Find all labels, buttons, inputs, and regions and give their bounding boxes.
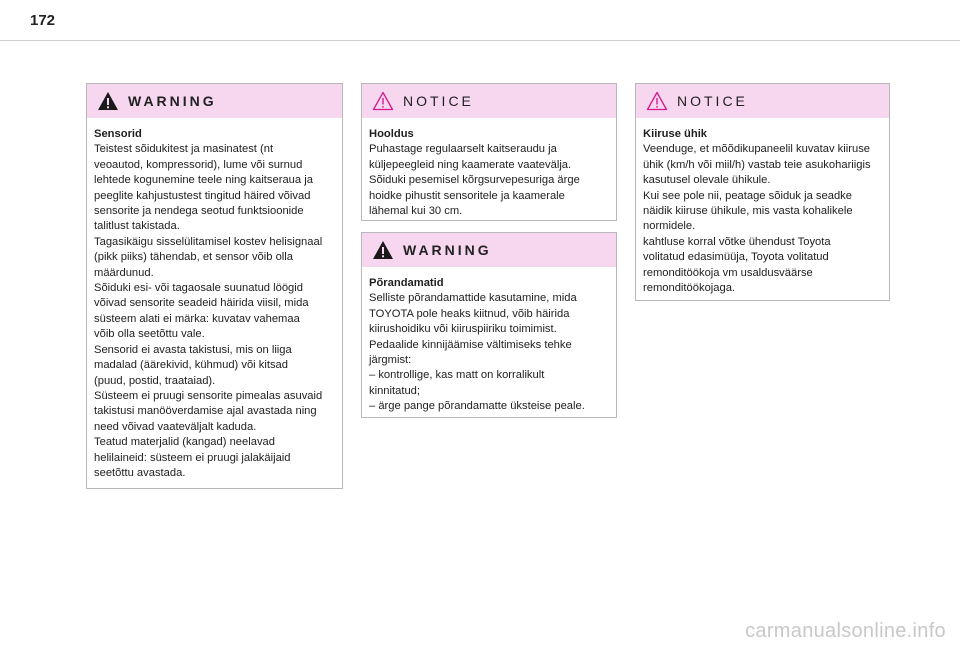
body-line: lähemal kui 30 cm. bbox=[369, 205, 463, 218]
body-line: Teatud materjalid (kangad) neelavad bbox=[94, 436, 275, 449]
notice-body bbox=[362, 118, 616, 227]
body-line: määrdunud. bbox=[94, 266, 154, 279]
body-line: TOYOTA pole heaks kiitnud, võib häirida bbox=[369, 307, 570, 320]
body-line: madalad (äärekivid, kühmud) või kitsad bbox=[94, 359, 289, 372]
body-line: Kui see pole nii, peatage sõiduk ja seadke bbox=[643, 189, 852, 202]
section-heading: Hooldus bbox=[369, 128, 414, 140]
body-line: Pedaalide kinnijäämise vältimiseks tehke bbox=[369, 338, 572, 351]
floor-mats-warning-box bbox=[361, 232, 617, 418]
body-line: remonditöökoja vm usaldusväärse bbox=[643, 266, 813, 279]
body-line: – kontrollige, kas matt on korralikult bbox=[369, 369, 545, 382]
body-line: need võivad vaateväljalt kaduda. bbox=[94, 420, 257, 433]
body-line: – ärge pange põrandamatte üksteise peale. bbox=[369, 400, 585, 413]
section-heading: Põrandamatid bbox=[369, 277, 444, 289]
body-line: võivad sensorite seadeid häirida viisil, mida bbox=[94, 297, 309, 310]
warning-title: WARNING bbox=[128, 93, 217, 109]
body-line: lehtede kogunemine teele ning kaitseraua ja bbox=[94, 174, 313, 187]
header-divider bbox=[0, 40, 960, 41]
body-line: sensorite ja nendega seotud funktsioonide bbox=[94, 205, 304, 218]
body-line: võib olla seetõttu vale. bbox=[94, 328, 205, 341]
section-heading: Kiiruse ühik bbox=[643, 128, 708, 140]
warning-body bbox=[87, 118, 342, 489]
body-line: Süsteem ei pruugi sensorite pimealas asuvaid bbox=[94, 389, 323, 402]
section-heading: Sensorid bbox=[94, 128, 142, 140]
notice-header bbox=[636, 84, 889, 118]
body-line: peeglite kahjustustest tingitud häired võivad bbox=[94, 189, 311, 202]
page-number: 172 bbox=[30, 12, 56, 29]
body-line: kiirushoidiku või kiiruspiiriku toimimist. bbox=[369, 323, 557, 336]
notice-title: NOTICE bbox=[403, 93, 474, 109]
body-line: seetõttu avastada. bbox=[94, 466, 186, 479]
warning-triangle-icon bbox=[97, 91, 119, 111]
body-line: süsteem alati ei märka: kuvatav vahemaa bbox=[94, 312, 300, 325]
body-line: kasutusel olevale ühikule. bbox=[643, 174, 771, 187]
body-line: ühik (km/h või miil/h) vastab teie asukohariigis bbox=[643, 158, 871, 171]
body-line: hoidke pihustit sensoritele ja kaamerale bbox=[369, 189, 565, 202]
body-line: Tagasikäigu sisselülitamisel kostev helisignaal bbox=[94, 235, 323, 248]
body-line: normidele. bbox=[643, 220, 696, 233]
body-line: näidik kiiruse ühikule, mis vasta kohalikele bbox=[643, 205, 853, 218]
warning-header bbox=[87, 84, 342, 118]
notice-header bbox=[362, 84, 616, 118]
warning-title: WARNING bbox=[403, 242, 492, 258]
body-line: volitatud edasimüüja, Toyota volitatud bbox=[643, 251, 829, 264]
body-line: järgmist: bbox=[369, 354, 412, 367]
sensors-warning-box bbox=[86, 83, 343, 489]
body-line: Sõiduki pesemisel kõrgsurvepesuriga ärge bbox=[369, 174, 580, 187]
warning-header bbox=[362, 233, 616, 267]
body-line: helilaineid: süsteem ei pruugi jalakäijaid bbox=[94, 451, 291, 464]
speed-unit-notice-box bbox=[635, 83, 890, 301]
notice-triangle-icon bbox=[646, 91, 668, 111]
notice-body bbox=[636, 118, 889, 304]
body-line: kinnitatud; bbox=[369, 384, 420, 397]
body-line: veoautod, kompressorid), lume või surnud bbox=[94, 158, 303, 171]
body-line: (pikk piiks) tähendab, et sensor võib olla bbox=[94, 251, 293, 264]
body-line: talitlust takistada. bbox=[94, 220, 180, 233]
notice-title: NOTICE bbox=[677, 93, 748, 109]
watermark-logo: carmanualsonline.info bbox=[745, 620, 946, 642]
warning-triangle-icon bbox=[372, 240, 394, 260]
body-line: küljepeegleid ning kaamerate vaatevälja. bbox=[369, 158, 572, 171]
body-line: kahtluse korral võtke ühendust Toyota bbox=[643, 235, 831, 248]
notice-triangle-icon bbox=[372, 91, 394, 111]
body-line: Veenduge, et mõõdikupaneelil kuvatav kiiruse bbox=[643, 143, 871, 156]
body-line: remonditöökojaga. bbox=[643, 282, 736, 295]
body-line: Sõiduki esi- või tagaosale suunatud löögid bbox=[94, 282, 303, 295]
body-line: takistusi manööverdamise ajal avastada ning bbox=[94, 405, 317, 418]
maintenance-notice-box bbox=[361, 83, 617, 221]
body-line: Teistest sõidukitest ja masinatest (nt bbox=[94, 143, 274, 156]
body-line: Selliste põrandamattide kasutamine, mida bbox=[369, 292, 577, 305]
body-line: Sensorid ei avasta takistusi, mis on liiga bbox=[94, 343, 292, 356]
body-line: Puhastage regulaarselt kaitseraudu ja bbox=[369, 143, 557, 156]
warning-body bbox=[362, 267, 616, 423]
body-line: (puud, postid, traataiad). bbox=[94, 374, 216, 387]
